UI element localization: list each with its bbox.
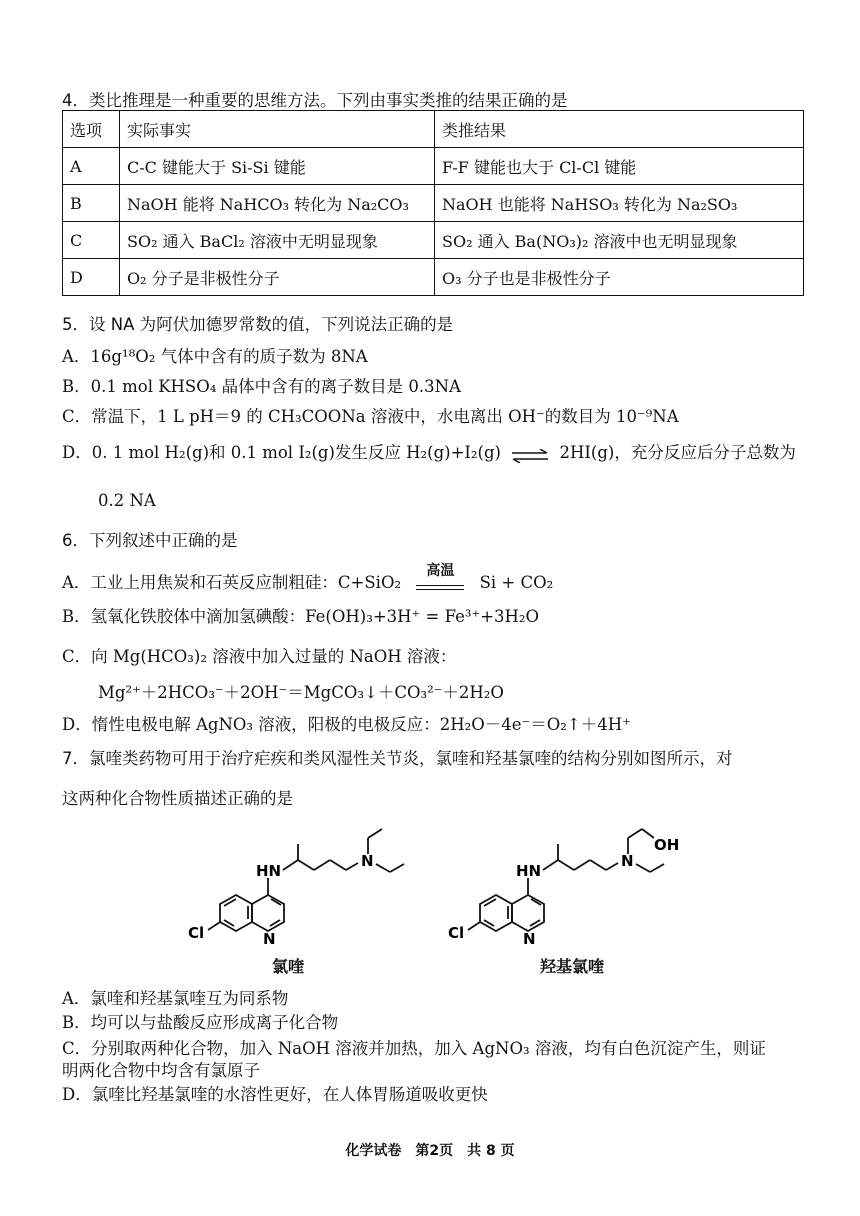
q5-stem: 5．设 NA 为阿伏加德罗常数的值，下列说法正确的是 (62, 315, 454, 334)
row-fact: SO₂ 通入 BaCl₂ 溶液中无明显现象 (120, 222, 435, 259)
chloroquine-structure (180, 820, 420, 950)
q5-option-a: A．16g¹⁸O₂ 气体中含有的质子数为 8NA (62, 347, 368, 366)
row-option: C (63, 222, 120, 259)
q6-option-b: B．氢氧化铁胶体中滴加氢碘酸：Fe(OH)₃+3H⁺ = Fe³⁺+3H₂O (62, 607, 540, 626)
q7-option-c-line2: 明两化合物中均含有氯原子 (62, 1061, 260, 1080)
chloroquine-label: 氯喹 (272, 957, 305, 976)
q5-option-c: C．常温下，1 L pH＝9 的 CH₃COONa 溶液中，水电离出 OH⁻的数目为 10⁻⁹NA (62, 407, 679, 426)
hn-atom: HN (516, 862, 542, 880)
q6-option-d: D．惰性电极电解 AgNO₃ 溶液，阳极的电极反应：2H₂O－4e⁻＝O₂↑＋4H⁺ (62, 715, 631, 734)
q6-option-c-equation: Mg²⁺＋2HCO₃⁻＋2OH⁻＝MgCO₃↓＋CO₃²⁻＋2H₂O (98, 683, 504, 702)
q5-option-b: B．0.1 mol KHSO₄ 晶体中含有的离子数目是 0.3NA (62, 377, 461, 396)
q5-option-d-cont: 0.2 NA (98, 491, 156, 510)
oh-group: OH (654, 836, 680, 854)
q7-stem-line2: 这两种化合物性质描述正确的是 (62, 789, 293, 808)
row-result: SO₂ 通入 Ba(NO₃)₂ 溶液中也无明显现象 (435, 222, 804, 259)
q7-option-b: B．均可以与盐酸反应形成离子化合物 (62, 1013, 339, 1032)
hn-atom: HN (256, 862, 282, 880)
row-fact: NaOH 能将 NaHCO₃ 转化为 Na₂CO₃ (120, 185, 435, 222)
header-fact: 实际事实 (120, 111, 435, 148)
q6-option-a-part2: Si + CO₂ (479, 573, 554, 592)
q7-stem-line1: 7．氯喹类药物可用于治疗疟疾和类风湿性关节炎，氯喹和羟基氯喹的结构分别如图所示，对 (62, 749, 733, 768)
row-fact: O₂ 分子是非极性分子 (120, 259, 435, 296)
n-ring-atom: N (263, 930, 276, 948)
q5-option-d (62, 442, 796, 464)
q7-option-c-line1: C．分别取两种化合物，加入 NaOH 溶液并加热，加入 AgNO₃ 溶液，均有白色沉淀产生，则证 (62, 1039, 766, 1058)
row-option: A (63, 148, 120, 185)
row-option: B (63, 185, 120, 222)
header-option: 选项 (63, 111, 120, 148)
header-result: 类推结果 (435, 111, 804, 148)
q6-option-c: C．向 Mg(HCO₃)₂ 溶液中加入过量的 NaOH 溶液： (62, 647, 457, 666)
cl-atom: Cl (448, 924, 465, 942)
q4-stem: 4．类比推理是一种重要的思维方法。下列由事实类推的结果正确的是 (62, 91, 568, 110)
q7-option-a: A．氯喹和羟基氯喹互为同系物 (62, 989, 289, 1008)
row-result: O₃ 分子也是非极性分子 (435, 259, 804, 296)
n-ring-atom: N (523, 930, 536, 948)
row-result: F-F 键能也大于 Cl-Cl 键能 (435, 148, 804, 185)
q4-table (62, 110, 804, 296)
q7-option-d: D．氯喹比羟基氯喹的水溶性更好，在人体胃肠道吸收更快 (62, 1085, 488, 1104)
table-row (63, 148, 804, 185)
row-result: NaOH 也能将 NaHSO₃ 转化为 Na₂SO₃ (435, 185, 804, 222)
n-atom: N (361, 852, 374, 870)
equilibrium-arrow-icon (510, 447, 550, 461)
table-row (63, 222, 804, 259)
hydroxychloroquine-structure (440, 820, 690, 950)
table-row (63, 185, 804, 222)
q5-option-d-part1: D．0. 1 mol H₂(g)和 0.1 mol I₂(g)发生反应 H₂(g)+I₂(g) (62, 443, 501, 462)
table-header-row (63, 111, 804, 148)
table-row (63, 259, 804, 296)
q6-stem: 6．下列叙述中正确的是 (62, 531, 238, 550)
n-atom: N (621, 852, 634, 870)
q6-option-a-part1: A．工业上用焦炭和石英反应制粗硅：C+SiO₂ (62, 573, 402, 592)
hydroxychloroquine-label: 羟基氯喹 (540, 957, 605, 976)
condition-label: 高温 (426, 563, 455, 579)
page-footer: 化学试卷 第2页 共 8 页 (345, 1143, 515, 1159)
q5-option-d-part2: 2HI(g)，充分反应后分子总数为 (559, 443, 796, 462)
row-option: D (63, 259, 120, 296)
cl-atom: Cl (188, 924, 205, 942)
row-fact: C-C 键能大于 Si-Si 键能 (120, 148, 435, 185)
high-temperature-condition (412, 563, 468, 594)
q6-option-a (62, 563, 554, 594)
